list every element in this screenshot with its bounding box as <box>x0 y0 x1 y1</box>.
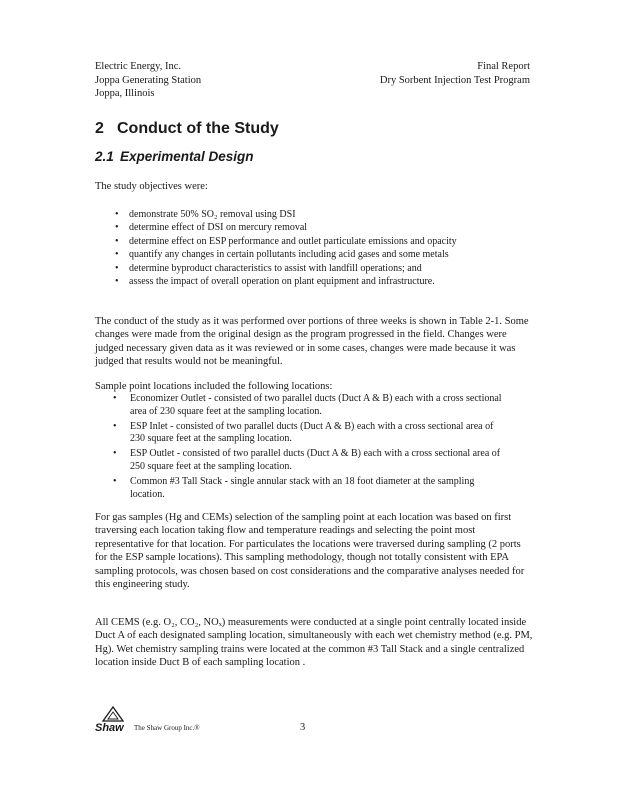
list-item: • determine byproduct characteristics to assist with landfill operations; and <box>115 262 422 274</box>
header-location: Joppa, Illinois <box>95 88 155 99</box>
header-program: Dry Sorbent Injection Test Program <box>379 74 530 86</box>
header-station: Joppa Generating Station <box>95 74 202 86</box>
list-item: • Economizer Outlet - consisted of two parallel ducts (Duct A & B) each with a cross sectional area of 230 square feet at the sampling location. <box>113 393 502 417</box>
gas-samples-paragraph: For gas samples (Hg and CEMs) selection of the sampling point at each location was based on first traversing each location taking flow and temperature readings and selecting the point most representative for that location. For particulates the locations were traversed during sampling (2 ports for the ESP sample locations). This sampling methodology, though not totally consistent with EPA sampling protocols, was chosen based on cost considerations and the comparative analyses needed for this engineering study. <box>95 512 525 591</box>
list-item: • determine effect of DSI on mercury removal <box>115 222 308 234</box>
list-item: • quantify any changes in certain pollutants including acid gases and some metals <box>115 249 449 261</box>
logo-wordmark: Shaw <box>95 722 124 734</box>
header-company: Electric Energy, Inc. <box>95 61 181 72</box>
section-heading <box>95 120 279 138</box>
page-number: 3 <box>300 722 306 733</box>
list-item: • Common #3 Tall Stack - single annular stack with an 18 foot diameter at the sampling location. <box>113 475 475 500</box>
logo-tagline: The Shaw Group Inc.® <box>134 724 200 732</box>
subsection-title: Experimental Design <box>120 149 254 164</box>
list-item: • ESP Inlet - consisted of two parallel ducts (Duct A & B) each with a cross sectional area of 230 square feet at the sampling location. <box>113 420 494 445</box>
bullet-icon: • <box>115 262 119 274</box>
shaw-triangle-icon <box>102 706 124 722</box>
bullet-icon: • <box>113 420 117 432</box>
bullet-icon: • <box>115 249 119 261</box>
bullet-icon: • <box>113 393 117 404</box>
header-right <box>380 60 530 87</box>
section-title: Conduct of the Study <box>117 120 279 137</box>
bullet-icon: • <box>113 475 117 487</box>
list-item: • demonstrate 50% SO₂ removal using DSI <box>115 209 296 220</box>
bullet-icon: • <box>115 235 119 247</box>
shaw-logo <box>92 706 212 736</box>
bullet-icon: • <box>115 276 119 288</box>
objectives-intro: The study objectives were: <box>95 181 208 192</box>
list-item: • ESP Outlet - consisted of two parallel ducts (Duct A & B) each with a cross sectional area of 250 square feet at the sampling location. <box>113 448 501 472</box>
subsection-heading <box>95 149 254 164</box>
list-item: • assess the impact of overall operation on plant equipment and infrastructure. <box>115 276 435 288</box>
sample-locations-list <box>113 393 503 503</box>
objectives-list <box>115 208 515 288</box>
cems-paragraph: All CEMS (e.g. O₂, CO₂, NOₓ) measurements were conducted at a single point centrally located inside Duct A of each designated sampling location, simultaneously with each wet chemistry method (e.g. PM, Hg). Wet chemistry sampling trains were located at the common #3 Tall Stack and a single centralized location inside Duct B of each sampling location . <box>95 617 533 669</box>
bullet-icon: • <box>115 209 119 220</box>
sample-locations-intro: Sample point locations included the following locations: <box>95 381 333 392</box>
section-number: 2 <box>95 120 104 137</box>
subsection-number: 2.1 <box>95 149 114 164</box>
bullet-icon: • <box>113 448 117 460</box>
conduct-paragraph: The conduct of the study as it was performed over portions of three weeks is shown in Table 2-1. Some changes were made from the original design as the program progressed in the field. Changes were judged necessary given data as it was reviewed or in some cases, changes were made because it was judged that results would not be meaningful. <box>95 316 529 368</box>
list-item: • determine effect on ESP performance and outlet particulate emissions and opacity <box>115 235 457 247</box>
bullet-icon: • <box>115 222 119 234</box>
header-left <box>95 60 201 101</box>
header-report-type: Final Report <box>477 61 530 72</box>
